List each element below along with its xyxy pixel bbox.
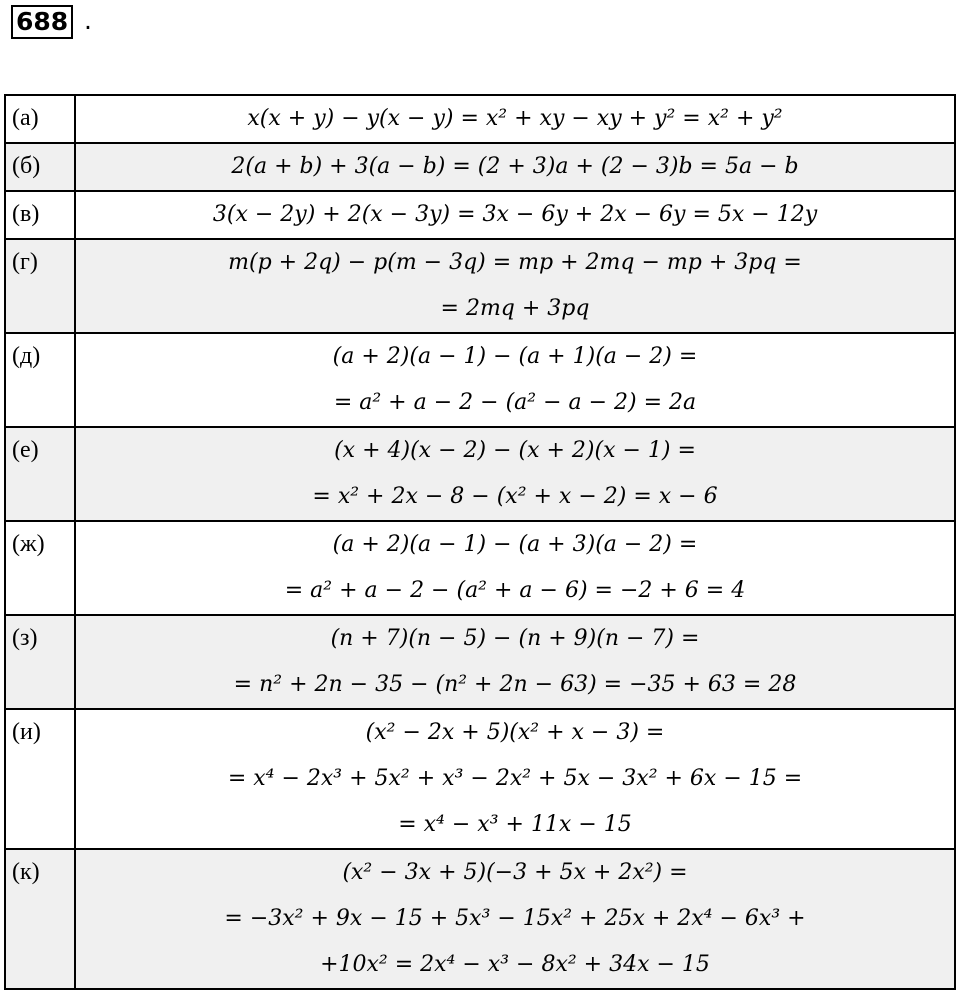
expression-line: = x² + 2x − 8 − (x² + x − 2) = x − 6	[312, 484, 718, 509]
expression-line: = x⁴ − x³ + 11x − 15	[398, 812, 632, 837]
expression-line: x(x + y) − y(x − y) = x² + xy − xy + y² = x² + y²	[247, 106, 783, 131]
row-label: (к)	[5, 849, 75, 989]
solution-row-e	[5, 427, 955, 521]
solutions-table	[4, 94, 956, 990]
row-label: (ж)	[5, 521, 75, 615]
expression-line: (a + 2)(a − 1) − (a + 3)(a − 2) =	[332, 532, 698, 557]
expression-line: 3(x − 2y) + 2(x − 3y) = 3x − 6y + 2x − 6y = 5x − 12y	[212, 202, 818, 227]
expression-line: m(p + 2q) − p(m − 3q) = mp + 2mq − mp + 3pq =	[228, 250, 802, 275]
solution-row-v	[5, 191, 955, 239]
expression-line: = a² + a − 2 − (a² + a − 6) = −2 + 6 = 4	[284, 578, 746, 603]
expression-line: (a + 2)(a − 1) − (a + 1)(a − 2) =	[332, 344, 698, 369]
row-expression	[75, 191, 955, 239]
expression-line: (x² − 2x + 5)(x² + x − 3) =	[365, 720, 665, 745]
expression-line: (x² − 3x + 5)(−3 + 5x + 2x²) =	[342, 860, 688, 885]
row-expression	[75, 849, 955, 989]
row-label: (д)	[5, 333, 75, 427]
solution-row-k	[5, 849, 955, 989]
row-expression	[75, 333, 955, 427]
expression-line: (x + 4)(x − 2) − (x + 2)(x − 1) =	[334, 438, 696, 463]
row-expression	[75, 709, 955, 849]
expression-line: = −3x² + 9x − 15 + 5x³ − 15x² + 25x + 2x⁴ − 6x³ +	[224, 906, 806, 931]
expression-line: = n² + 2n − 35 − (n² + 2n − 63) = −35 + 63 = 28	[233, 672, 797, 697]
solution-row-zh	[5, 521, 955, 615]
solution-row-d	[5, 333, 955, 427]
problem-number-box	[11, 5, 73, 39]
problem-number-dot: .	[84, 6, 92, 35]
row-label: (г)	[5, 239, 75, 333]
row-expression	[75, 427, 955, 521]
row-label: (е)	[5, 427, 75, 521]
expression-line: = 2mq + 3pq	[440, 296, 590, 321]
row-expression	[75, 615, 955, 709]
expression-line: = x⁴ − 2x³ + 5x² + x³ − 2x² + 5x − 3x² + 6x − 15 =	[227, 766, 803, 791]
expression-line: (n + 7)(n − 5) − (n + 9)(n − 7) =	[330, 626, 700, 651]
expression-line: = a² + a − 2 − (a² − a − 2) = 2a	[333, 390, 697, 415]
solution-row-g	[5, 239, 955, 333]
row-label: (а)	[5, 95, 75, 143]
solution-row-i	[5, 709, 955, 849]
solution-row-a	[5, 95, 955, 143]
solution-row-b	[5, 143, 955, 191]
expression-line: +10x² = 2x⁴ − x³ − 8x² + 34x − 15	[320, 952, 710, 977]
row-expression	[75, 95, 955, 143]
row-expression	[75, 521, 955, 615]
expression-line: 2(a + b) + 3(a − b) = (2 + 3)a + (2 − 3)b = 5a − b	[231, 154, 799, 179]
row-label: (и)	[5, 709, 75, 849]
row-label: (в)	[5, 191, 75, 239]
row-label: (з)	[5, 615, 75, 709]
solution-row-z	[5, 615, 955, 709]
row-label: (б)	[5, 143, 75, 191]
row-expression	[75, 143, 955, 191]
problem-number: 688	[16, 7, 69, 36]
row-expression	[75, 239, 955, 333]
